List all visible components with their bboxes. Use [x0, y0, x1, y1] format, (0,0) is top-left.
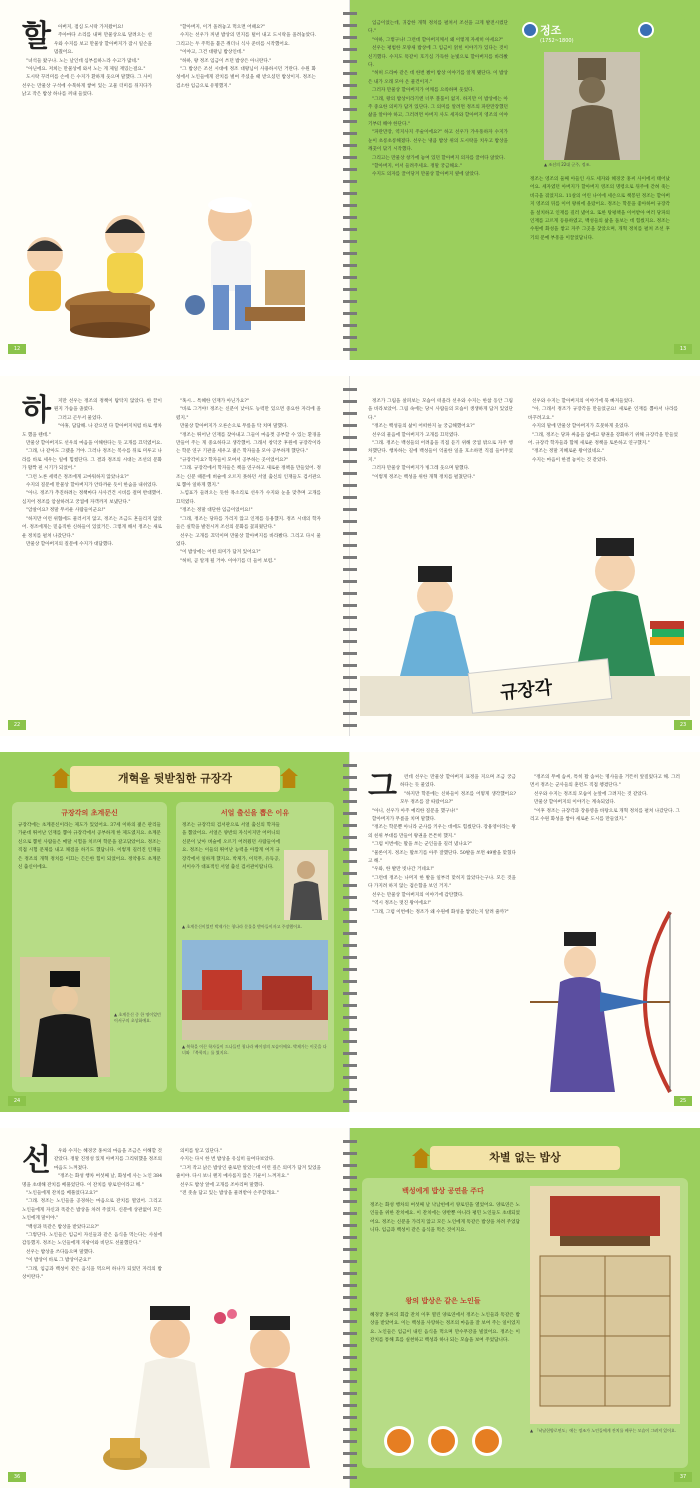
profile-seal-icon	[638, 22, 654, 38]
col1-text: 규장각에는 초계문신이라는 제도가 있었어요. 37세 이하의 젊은 관리들 가운데 뛰어난 인재를 뽑아 규장각에서 공부하게 한 제도였지요. 초계문신으로 뽑힌 사람들은 매달 시험을 치르며 학문을 갈고닦았어요. 정조는 직접 시험 문제를 내고 채점을 하기도 했답니다. 이렇게 길러진 인재들은 정조의 개혁 정치를 이끄는 든든한 힘이 되었어요. 정약용도 초계문신 출신이에요.	[18, 823, 161, 871]
paragraph: 선우는 밥상을 쓰다듬으며 말했다.	[26, 1249, 94, 1255]
statue-photo	[544, 52, 640, 160]
elders-feast-illustration	[100, 1278, 340, 1478]
paragraph: "아닌에요. 저희는 만물상에 와서 노는 게 제일 재밌는걸요."	[26, 67, 146, 73]
spread-2	[0, 376, 700, 736]
binding-rings	[343, 382, 357, 730]
paragraph: 그리고는 만물상 창가에 놓여 있던 할아버지 의자를 끌어다 앉았다.	[372, 155, 505, 161]
paragraph: 만물상 할아버지도 선우의 마음을 이해한다는 듯 고개를 끄덕였어요.	[26, 441, 162, 447]
paragraph: 선우도 밥상 앞에 고개를 조아리며 말했다.	[180, 1182, 265, 1188]
paragraph: "하하, 왕 정조 임금이 쓰던 밥상은 아니란다."	[180, 58, 272, 64]
col1-card	[12, 802, 167, 1092]
paragraph: "녀석들 왔구나. 노는 날인데 심부름하느라 수고가 많네."	[26, 58, 140, 64]
grandfather-and-kids-illustration	[15, 175, 335, 345]
page-23-col2	[528, 398, 678, 465]
paragraph: "파란만장, 역지사지 주술이에요?" 하고 선우가 갸우뚱하자 수지가 눈이 초롱초롱해졌다. 선우는 냉큼 밥상 위의 도시락을 치우고 밥상을 깨끗이 닦기 시작했다.	[368, 130, 508, 153]
paragraph: "우와, 한 발만 빗나간 거네요!"	[372, 867, 435, 873]
paragraph: 선우는 평범한 모양새 밥상에 그 임금이 얽힌 이야기가 있다는 것이 신기했다. 수지도 똑같이 호기심 가득한 눈빛으로 할아버지를 바라봤다.	[368, 46, 508, 69]
page-37	[350, 1128, 700, 1488]
page-22	[0, 376, 350, 736]
page-24	[0, 752, 350, 1112]
ornament-icon	[472, 1426, 502, 1456]
page-number: 24	[8, 1096, 26, 1106]
paragraph: 우와 수지는 혜경궁 홍씨의 마음을 조금은 이해할 것 같았다. 정말 진정성 있게 아버지를 그리워했을 정조의 마음도 느껴졌다.	[53, 1149, 162, 1171]
paragraph: "노인들에게 잔치를 베풀었다고요?"	[26, 1191, 98, 1197]
ornament-icon	[384, 1426, 414, 1456]
paragraph: "정조는 정말 대단한 임금이었어요!"	[180, 508, 253, 514]
profile-text: 정조는 영조의 둘째 아들인 사도 세자와 혜경궁 홍씨 사이에서 태어났어요. 세자였던 아버지가 할아버지 영조의 명령으로 뒤주에 갇혀 죽는 비극을 겪었지요. 11살의 어린 나이에 세손으로 책봉된 정조는 할아버지 영조의 뒤를 이어 왕위에 올랐어요. 정조는 학문을 좋아하여 규장각을 설치하고 인재를 길러 냈어요. 또한 탕평책을 이어받아 여러 당파의 인재를 고르게 등용하였고, 백성들의 삶을 돌보는 데 힘썼지요. 정조는 수원에 화성을 쌓고 자주 그곳을 찾았으며, 개혁 정치를 펼쳐 조선 후기의 문예 부흥을 이끌었답니다.	[530, 177, 670, 241]
paragraph: "할아버지, 어서 들려주세요. 정말 궁금해요."	[372, 163, 462, 169]
paragraph: 정조가 그림을 살펴보는 모습이 떠올라 선우와 수지는 한참 동안 그림을 바라보았어. 그림 속에는 당시 사람들의 모습이 생생하게 담겨 있었단다."	[368, 399, 513, 421]
page-12-col1	[22, 19, 152, 100]
paragraph: "그래. 정조는 노인들을 공경하는 마음으로 잔치를 열었어. 그리고 노인들에게 자신과 똑같은 밥상을 차려 주었지. 신분에 상관없이 모든 노인에게 말이야."	[22, 1199, 162, 1222]
roof-icon	[412, 1148, 430, 1168]
paragraph: "정조는 학문뿐 아니라 군사를 키우는 데에도 힘썼단다. 장용영이라는 왕의 친위 부대를 만들어 왕권을 튼튼히 했지."	[368, 825, 516, 839]
paragraph: "허허, 곧 알게 될 거야. 이야기를 더 들어 보렴."	[180, 558, 276, 564]
paragraph: 만물상 할아버지가 오른손으로 무릎을 탁 치며 말했다.	[180, 424, 288, 430]
page-12-col2	[176, 24, 316, 91]
paragraph: 수지의 질문에 만물상 할아버지가 안타까운 듯이 한숨을 내쉬었다.	[26, 483, 158, 489]
page-22-col2	[176, 398, 321, 566]
binding-rings	[343, 758, 357, 1106]
page-number: 23	[674, 720, 692, 730]
paragraph: "그래, 임금과 백성이 같은 음식을 먹으며 하나가 되었던 자리의 밥상이란다."	[22, 1266, 162, 1281]
col1-caption: ▲ 초계문신 중 한 명이었던 이서구의 초상화예요.	[114, 1012, 161, 1023]
col2-caption-a: ▲ 초계문신이었던 박제가는 청나라 문물을 받아들이자고 주장했어요.	[182, 924, 303, 929]
page-23	[350, 376, 700, 736]
paragraph: "아니, 선우가 아주 예리한 질문을 했구나!"	[372, 808, 458, 814]
street-photo	[182, 940, 328, 1040]
paragraph: "아휴, 답답해. 나 같으면 다 할아버지처럼 바로 행차도 했을 텐데."	[22, 424, 162, 438]
paragraph: 입금이었는데, 귀감한 개혁 정치를 펼쳐서 조선을 크게 발전시켰단다."	[368, 21, 508, 35]
ornament-icon	[428, 1426, 458, 1456]
profile-seal-icon	[522, 22, 538, 38]
paragraph: "이렇게 정조는 백성을 위한 개혁 정치를 펼쳤단다."	[372, 474, 476, 480]
paragraph: 그러자 만물상 할아버지가 빙그레 웃으며 말했다.	[372, 466, 470, 472]
paragraph: "그래, 그럼 이번에는 정조가 왜 수원에 화성을 쌓았는지 알려 줄까?"	[372, 909, 509, 915]
paragraph: 느낌표가 들려오는 듯한 목소리로 선우가 수지와 눈을 맞추며 고개를 끄덕였다.	[176, 491, 321, 505]
col1-title: 규장각의 초계문신	[61, 809, 118, 817]
info-text-2: 혜경궁 홍씨의 회갑 잔치 이후 열린 양로연에서 정조는 노인들과 똑같은 밥상을 받았어요. 이는 백성을 사랑하는 정조의 마음을 잘 보여 주는 일이었지요. 노인들은 임금이 내린 음식을 먹으며 만수무강을 빌었어요. 정조는 이 잔치를 통해 효를 실천하고 백성과 하나 되는 모습을 보여 주었답니다.	[370, 1313, 520, 1344]
paragraph: "암살이요? 정말 무서운 사람들이군요!"	[26, 508, 106, 514]
feast-painting	[530, 1186, 680, 1424]
archer-illustration	[520, 902, 690, 1102]
page-number: 22	[8, 720, 26, 730]
paragraph: "하지만 이런 위협에도 물러서지 않고, 정조는 조금도 흔들리지 않았어. 정조에게는 믿음직한 신하들이 있었거든. 그렇게 해서 정조는 새로운 정치를 펼쳐 나갔단다."	[22, 516, 162, 539]
page-number: 36	[8, 1472, 26, 1482]
paragraph: "그래, 왕의 밥상이라기엔 너무 볼품이 없지. 하지만 이 밥상에는 아주 중요한 의미가 담겨 있단다. 그 의미를 알려면 정조의 파란만장했던 삶을 알아야 하고, 그러려면 아버지 사도 세자와 할아버지 영조의 이야기부터 해야 한단다."	[368, 96, 508, 127]
paragraph: 수지의 말에 만물상 할아버지가 흐뭇하게 웃었다.	[532, 424, 630, 430]
paragraph: "아니. 정조가 추진하려는 정책마다 사사건건 시비를 걸며 반대했어. 심지어 정조를 암살하려고 궁궐에 자객까지 보냈단다."	[22, 491, 162, 505]
page-36-col2	[176, 1148, 321, 1198]
page-13	[350, 0, 700, 360]
paragraph: 선우와 수지는 정조의 모습이 눈앞에 그려지는 것 같았다.	[534, 791, 648, 797]
paragraph: "할아버지, 이거 올려놓고 먹으면 어때요?"	[180, 25, 265, 30]
col2-text: 정조는 규장각의 검서관으로 서얼 출신의 학자들을 뽑았어요. 서얼은 양반의 자식이지만 어머니의 신분이 낮아 벼슬에 오르기 어려웠던 사람들이에요. 정조는 이들의 뛰어난 능력을 아깝게 여겨 규장각에서 일하게 했지요. 박제가, 이덕무, 유득공, 서이수가 대표적인 서얼 출신 검서관이랍니다.	[182, 823, 280, 871]
col2-caption-b: ▲ 북학을 이끈 학자들이 드나들던 청나라 베이징의 모습이에요. 박제가는 이곳을 다녀와 『북학의』를 썼지요.	[182, 1044, 327, 1055]
col2-card	[176, 802, 334, 1092]
paragraph: "정조의 무예 솜씨, 특히 활 솜씨는 명사들을 거뜬히 앞질렀다고 해. 그러면서 정조는 군사들의 훈련도 직접 챙겼단다."	[530, 775, 680, 789]
page-25-col1	[368, 769, 516, 917]
paragraph: 만물상 할아버지의 질문에 수지가 대답했다.	[26, 541, 114, 547]
binding-rings	[343, 1134, 357, 1482]
page-12	[0, 0, 350, 360]
banner-title: 개혁을 뒷받침한 규장각	[118, 772, 232, 785]
paragraph: 만물상 할아버지의 이야기는 계속되었다.	[534, 800, 616, 806]
paragraph: "정조는 화성 행차 여섯째 날, 화성에 사는 노인 384명을 초대해 잔치를 베풀었단다. 이 잔치를 양로연이라고 해."	[22, 1174, 162, 1188]
paragraph: "그 밥상은 조선 시대에 정조 대왕님이 사용하시던 거란다. 수원 화성에서 노인들에게 잔치를 벌여 주셨을 때 받으셨던 밥상이지. 정조는 검소한 임금으로 유명했지."	[176, 67, 316, 89]
paragraph: "이야고, 그건 대왕님 밥상인데."	[180, 50, 245, 56]
paragraph: "백성과 똑같은 밥상을 받았다고요?"	[26, 1224, 100, 1230]
paragraph: "정조는 정말 지혜로운 왕이었네요."	[532, 449, 605, 455]
paragraph: 의미를 알고 있단다."	[180, 1149, 222, 1154]
profile-years: (1752~1800)	[540, 38, 574, 44]
page-number: 12	[8, 344, 26, 354]
dropcap: 선	[22, 1143, 51, 1178]
portrait-photo	[20, 957, 110, 1077]
paragraph: 수지는 다시 한 번 밥상을 유심히 들여다보았다.	[180, 1157, 275, 1163]
paragraph: "그럼 이번에는 활을 쏘는 군인들을 길러 냈나요?"	[372, 842, 472, 848]
paragraph: "아, 그래서 정조가 규장각을 만들었군요! 새로운 인재를 뽑아서 나라를 바꾸려고요."	[528, 407, 678, 421]
page-25	[350, 752, 700, 1112]
paragraph: 수지도 의자를 끌어당겨 만물상 할아버지 옆에 앉았다.	[372, 172, 480, 178]
binding-rings	[343, 6, 357, 354]
page-number: 37	[674, 1472, 692, 1482]
paragraph: "하지만 학문에는 신하들이 정조를 어떻게 생각했어요? 모두 정조를 잘 따랐어요?"	[399, 791, 516, 806]
paragraph: "물론이지. 정조는 활쏘기를 아주 잘했단다. 50발을 쏘면 49발을 맞혔다고 해."	[368, 850, 516, 865]
paragraph: 선우는 만물상 할아버지의 이야기에 감탄했다.	[372, 892, 464, 898]
dropcap: 하	[22, 393, 51, 428]
page-36	[0, 1128, 350, 1488]
banner-title: 차별 없는 밥상	[489, 1151, 561, 1164]
paragraph: "전 줏솔 담고 있는 밥상을 물려받아 손주할래요."	[180, 1191, 279, 1197]
profile-title: 정조	[540, 24, 562, 37]
dropcap: 그	[368, 769, 397, 804]
roof-icon	[52, 768, 70, 788]
profile-card	[520, 14, 685, 344]
page-23-col1	[368, 398, 513, 482]
banner	[430, 1146, 620, 1170]
paragraph: 그러고 곤두서 물었다.	[57, 415, 103, 421]
paragraph: "바로 그거야! 정조는 신분이 낮아도 능력만 있으면 중요한 자리에 올렸지."	[176, 407, 321, 421]
paragraph: 할아버지가 무릎을 치며 말했다.	[372, 817, 436, 823]
paragraph: 런데 선우는 만물상 할아버지 표정을 지으며 조금 궁금하다는 듯 물었다.	[399, 775, 516, 789]
paragraph: "그런데 정조는 나머지 한 발을 일부러 맞히지 않았다는구나. 모든 것을 다 가지려 하지 않는 겸손함을 보인 거지."	[368, 875, 516, 890]
paragraph: 선우의 물음에 할아버지가 고개를 끄덕였다.	[372, 432, 460, 438]
paragraph: 선우는 고개를 끄덕이며 만물상 할아버지를 바라봤다. 그리고 다시 물었다.	[176, 533, 321, 547]
paragraph: 도시락 꾸러미를 손에 든 수지가 환하게 웃으며 말했다. 그 사이 선우는 만물상 구석에 수북하게 쌓여 있는 고물 더미를 뒤지다가 낡고 작은 밥상 하나를 꺼내 들었다.	[22, 75, 152, 98]
roof-icon	[280, 768, 298, 788]
page-36-col1	[22, 1143, 162, 1283]
col2-title: 서얼 출신을 뽑은 이유	[220, 809, 290, 817]
paragraph: "이후 정조는 규장각과 장용영을 바탕으로 개혁 정치를 펼쳐 나갔단다. 그리고 수원 화성을 쌓아 새로운 도시를 만들었지."	[530, 808, 680, 823]
paragraph: "그래, 나 같아도 그랬을 거야. 그러나 정조는 복수를 뒤로 미루고 나라를 바로 세우는 일에 힘썼단다. 그 결과 정조의 시대는 조선의 문화가 활짝 핀 시기가 되었어."	[22, 449, 162, 472]
info-text-1: 정조는 화성 행차의 여섯째 날 낙남헌에서 양로연을 열었어요. 양로연은 노인들을 위한 잔치예요. 이 잔치에는 양반뿐 아니라 평민 노인들도 초대되었어요. 정조는 신분을 가리지 않고 모든 노인에게 똑같은 밥상을 차려 주었답니다. 임금과 백성이 같은 음식을 먹은 것이지요.	[370, 1203, 520, 1234]
paragraph: "규장각이요? 학자들이 모여서 공부하는 곳이었어요?"	[180, 457, 289, 463]
paragraph: "그래. 규장각에서 학자들은 책을 연구하고 새로운 정책을 만들었어. 정조는 신분 때문에 벼슬에 오르지 못하던 서얼 출신의 인재들도 검서관으로 뽑아 일하게 했지."	[176, 466, 321, 489]
paragraph: "역시 정조는 멋진 왕이에요!"	[372, 901, 432, 907]
paragraph: "그래, 정조는 당파 싸움을 없애고 왕권을 강화하기 위해 규장각을 만들었어. 규장각 학자들과 함께 새로운 정책을 토론하고 연구했지."	[528, 432, 678, 447]
info-title-1: 백성에게 밥상 공연을 주다	[402, 1187, 484, 1195]
info-title-2: 왕의 밥상은 같은 노인들	[405, 1297, 481, 1305]
paragraph: 수지는 마음이 한결 놓이는 것 같았다.	[532, 457, 608, 463]
paragraph: "그래, 정조는 당파를 가리지 않고 인재를 등용했지. 정조 시대의 학자들은 실학을 발전시켜 조선의 문화를 꽃피웠단다."	[176, 516, 321, 531]
photo-caption: ▲ 조선의 22대 군주, 정조.	[544, 162, 591, 167]
paragraph: "허허 드라마 같은 데 한번 봤어 밥상 이야기를 알게 됐단다. 이 밥상은 내가 오래 모아 온 물건이지."	[368, 71, 508, 85]
page-13-col1	[368, 20, 508, 180]
painting-caption: ▲ 「낙남헌양로연도」에는 정조가 노인들에게 잔치를 베푸는 모습이 그려져 있어요.	[530, 1428, 677, 1433]
spread-3	[0, 752, 700, 1112]
paragraph: "혹시… 특혜한 인재가 아닌가요?"	[180, 399, 249, 404]
paragraph: "정조는 백성들의 삶이 어떠한지 늘 궁금해했어요?"	[372, 424, 475, 430]
paragraph: 아버지, 점심 도시락 가져왔어요!	[57, 25, 124, 30]
paragraph: "그런 노론 세력은 정조에게 고마워하지 않았나요?"	[26, 474, 129, 480]
paragraph: "아하, 그렇구나! 그런데 할아버지께서 왜 이렇게 자세히 아세요?"	[372, 37, 504, 43]
paragraph: "그저 작고 낡은 밥상인 줄로만 알았는데 이런 깊은 의미가 담겨 있었을 줄이야. 다시 보니 왠지 예사롭지 않은 기운이 느껴져요."	[176, 1165, 321, 1180]
scholar-portrait	[284, 850, 328, 920]
paragraph: "그렇단다. 노인들은 임금이 자신들과 같은 음식을 먹는다는 사실에 감동했지. 정조는 노인들에게 지팡이와 비단도 선물했단다."	[22, 1233, 162, 1247]
paragraph: 주아마다 소리를 내며 만물상으로 달려오는 선우와 수지를 보고 만물상 할아버지가 잠시 일손을 멈췄어요.	[53, 33, 152, 56]
paragraph: 지만 선우는 정조의 정책이 탐탁지 않았다. 한 끝이 뭔지 가슴을 졸였다.	[53, 399, 162, 413]
paragraph: "정조는 뛰어난 인재를 찾아내고 그들이 마음껏 공부할 수 있는 환경을 만들어 주는 게 중요하다고 생각했어. 그래서 창덕궁 후원에 규장각이라는 학문 연구 기관을 세우고 젊은 학자들을 모아 공부하게 했단다."	[176, 432, 321, 455]
dropcap: 할	[22, 19, 51, 54]
page-number: 25	[674, 1096, 692, 1106]
page-number: 13	[674, 344, 692, 354]
paragraph: 그러자 만물상 할아버지가 어깨를 으쓱하며 웃었다.	[372, 88, 474, 94]
page-25-col2	[530, 774, 680, 824]
paragraph: 선우와 수지는 할아버지의 이야기에 푹 빠져들었다.	[532, 399, 634, 404]
banner	[70, 766, 280, 792]
paragraph: "그래. 정조는 백성들의 어려움을 직접 듣기 위해 궁궐 밖으로 자주 행차했단다. 행차하는 길에 백성들이 억울한 일을 호소하면 직접 들어주었지."	[368, 441, 513, 463]
paragraph: "이 밥상이 바로 그 밥상이군요!"	[26, 1258, 92, 1264]
paragraph: 수지는 선우가 꺼낸 밥상의 먼지를 털어 내고 도시락을 올려놓았다. 그리고는 두 주먹을 불끈 쥐더니 식사 준비를 시작했어요.	[176, 33, 316, 47]
spread-4	[0, 1128, 700, 1488]
info-card	[362, 1178, 688, 1468]
calligraphy-sign: 규장각	[499, 677, 554, 704]
paragraph: "이 밥상에는 어떤 의미가 담겨 있어요?"	[180, 550, 261, 556]
page-22-col1	[22, 393, 162, 549]
spread-1	[0, 0, 700, 360]
